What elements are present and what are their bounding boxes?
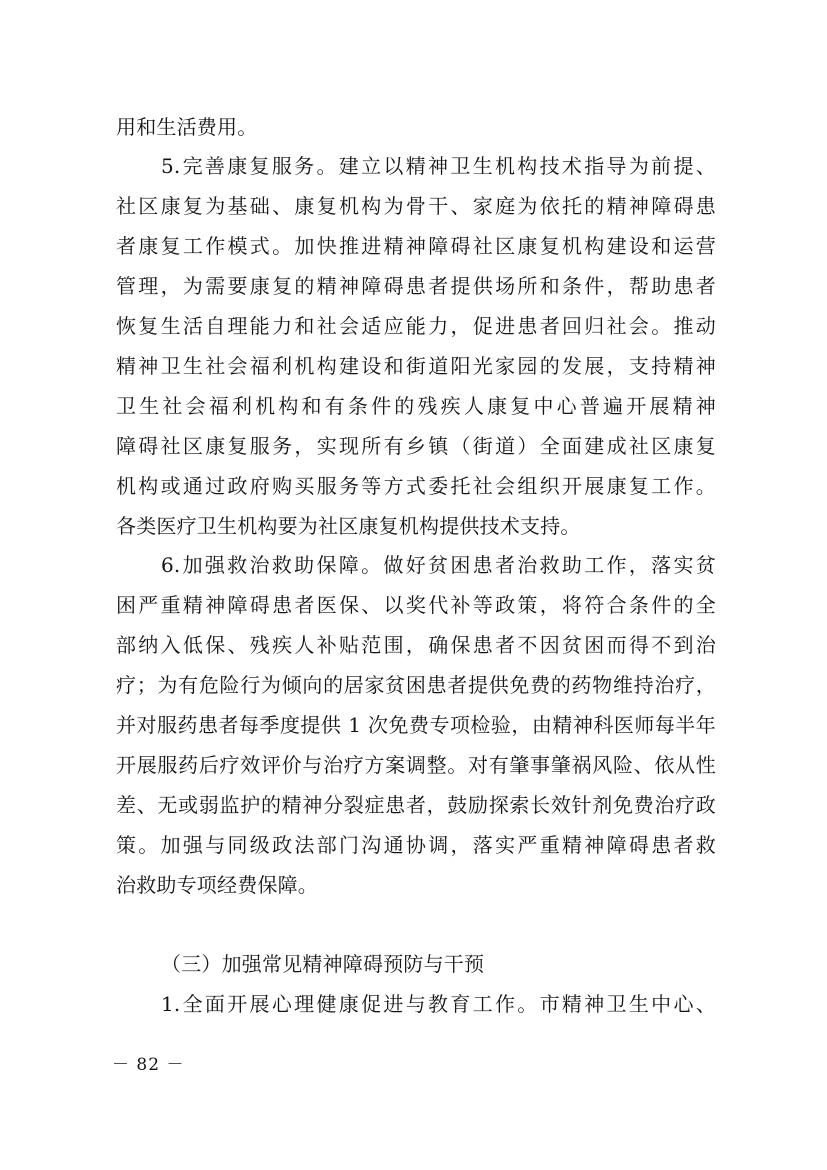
text-line: 疗；为有危险行为倾向的居家贫困患者提供免费的药物维持治疗， — [116, 673, 716, 697]
text-line: 困严重精神障碍患者医保、以奖代补等政策，将符合条件的全 — [116, 593, 716, 617]
text-line: 恢复生活自理能力和社会适应能力，促进患者回归社会。推动 — [116, 314, 716, 338]
section-heading: （三）加强常见精神障碍预防与干预 — [161, 952, 485, 976]
text-line: 管理，为需要康复的精神障碍患者提供场所和条件，帮助患者 — [116, 274, 716, 298]
text-line: 用和生活费用。 — [116, 115, 258, 139]
text-line: 策。加强与同级政法部门沟通协调，落实严重精神障碍患者救 — [116, 833, 716, 857]
text-line: 各类医疗卫生机构要为社区康复机构提供技术支持。 — [116, 514, 581, 538]
text-line: 开展服药后疗效评价与治疗方案调整。对有肇事肇祸风险、依从性 — [116, 753, 716, 777]
text-line: 者康复工作模式。加快推进精神障碍社区康复机构建设和运营 — [116, 234, 716, 258]
text-line: 部纳入低保、残疾人补贴范围，确保患者不因贫困而得不到治 — [116, 633, 716, 657]
text-line: 机构或通过政府购买服务等方式委托社会组织开展康复工作。 — [116, 474, 716, 498]
text-line: 卫生社会福利机构和有条件的残疾人康复中心普遍开展精神 — [116, 394, 716, 418]
text-line: 6.加强救治救助保障。做好贫困患者治救助工作，落实贫 — [161, 553, 716, 577]
text-line: 并对服药患者每季度提供 1 次免费专项检验，由精神科医师每半年 — [116, 713, 716, 737]
text-line: 精神卫生社会福利机构建设和街道阳光家园的发展，支持精神 — [116, 354, 716, 378]
text-line: 5.完善康复服务。建立以精神卫生机构技术指导为前提、 — [161, 154, 716, 178]
text-line: 治救助专项经费保障。 — [116, 873, 318, 897]
text-line: 1.全面开展心理健康促进与教育工作。市精神卫生中心、 — [161, 992, 716, 1016]
page-number: － 82 － — [112, 1055, 185, 1075]
text-line: 社区康复为基础、康复机构为骨干、家庭为依托的精神障碍患 — [116, 194, 716, 218]
text-line: 障碍社区康复服务，实现所有乡镇（街道）全面建成社区康复 — [116, 434, 716, 458]
text-line: 差、无或弱监护的精神分裂症患者，鼓励探索长效针剂免费治疗政 — [116, 793, 716, 817]
